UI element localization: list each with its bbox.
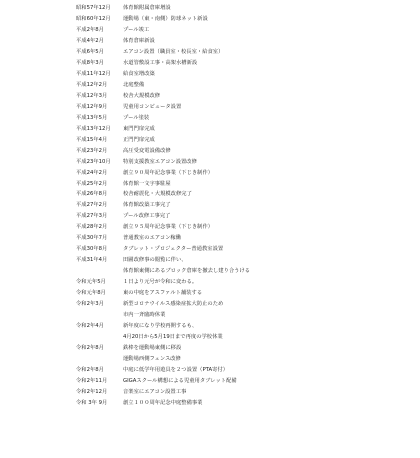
timeline-event: 高圧受変電設備改修 <box>123 147 171 154</box>
timeline-event: 市内一斉臨時休業 <box>123 312 166 319</box>
timeline-date: 令和2年11月 <box>76 377 108 384</box>
timeline-event: 鉄棒を運動場東側に移設 <box>123 345 182 352</box>
timeline-event: 運動場（東・南側）防球ネット新設 <box>123 15 208 22</box>
timeline-event: 創立９０周年記念事業（下じき制作） <box>123 169 214 176</box>
timeline-date: 平成13年5月 <box>76 114 108 121</box>
timeline-row <box>76 58 406 69</box>
timeline-date: 平成12年3月 <box>76 92 108 99</box>
timeline-row <box>76 376 406 387</box>
timeline-row <box>76 288 406 299</box>
timeline-date: 平成13年12月 <box>76 125 111 132</box>
timeline-date: 平成23年2月 <box>76 147 108 154</box>
timeline-date: 令和2年12月 <box>76 388 108 395</box>
timeline-row <box>76 135 406 146</box>
timeline-row <box>76 299 406 310</box>
timeline-event: 新年度になり学校再開するも、 <box>123 323 198 330</box>
timeline-row <box>76 354 406 365</box>
timeline-date: 令和2年4月 <box>76 323 104 330</box>
timeline-row <box>76 233 406 244</box>
timeline-row <box>76 211 406 222</box>
timeline-date: 平成27年2月 <box>76 202 108 209</box>
timeline-date: 平成12年2月 <box>76 81 108 88</box>
timeline-row <box>76 255 406 266</box>
timeline-date: 令和2年8月 <box>76 366 104 373</box>
timeline-date: 平成8年3月 <box>76 59 104 66</box>
timeline-row <box>76 47 406 58</box>
timeline-row <box>76 102 406 113</box>
timeline-date: 平成28年2月 <box>76 224 108 231</box>
timeline-event: 特別支援教室エアコン設置改修 <box>123 158 197 165</box>
timeline-date: 令和2年3月 <box>76 301 104 308</box>
timeline-event: 東門門扉完成 <box>123 125 155 132</box>
timeline-event: 水道管敷設工事・高架水槽新設 <box>123 59 198 66</box>
timeline-event: 校舎大規模改修 <box>123 92 161 99</box>
timeline-event: 体育館東側にあるブロック倉庫を撤去し建り合うける <box>123 268 251 275</box>
timeline-date: 令和元年8月 <box>76 290 106 297</box>
timeline-row <box>76 277 406 288</box>
timeline-row <box>76 189 406 200</box>
timeline-date: 令和2年8月 <box>76 345 104 352</box>
timeline-date: 平成15年4月 <box>76 136 108 143</box>
timeline-event: GIGAスクール構想による児童用タブレット配備 <box>123 377 237 384</box>
timeline-event: 体育館附属倉庫増設 <box>123 5 171 11</box>
timeline-row <box>76 168 406 179</box>
timeline-row <box>76 398 406 409</box>
timeline-date <box>76 266 123 277</box>
timeline-date <box>76 354 123 365</box>
timeline-date: 平成30年7月 <box>76 235 108 242</box>
timeline-event: 体育館改築工事完了 <box>123 202 171 209</box>
timeline-event: プール塗装 <box>123 114 150 121</box>
timeline-event: 正門門扉完成 <box>123 136 155 143</box>
timeline-row <box>76 3 406 14</box>
timeline-date: 令和 3年 9月 <box>76 399 108 406</box>
timeline-event: 新型コロナウイルス感染症拡大防止のため <box>123 301 224 308</box>
timeline-event: 給食室増改築 <box>123 70 155 77</box>
timeline-row <box>76 266 406 277</box>
timeline-event: 北庭整備 <box>123 81 145 88</box>
timeline-event: 運動場西側フェンス改修 <box>123 356 181 362</box>
timeline-date: 平成4年2月 <box>76 37 104 44</box>
timeline-event: プール竣工 <box>123 26 150 33</box>
timeline-date: 平成2年8月 <box>76 26 104 33</box>
timeline-date: 平成6年5月 <box>76 48 104 55</box>
timeline-row <box>76 343 406 354</box>
timeline-row <box>76 222 406 233</box>
timeline-event: 児童用コンピュータ設置 <box>123 103 182 110</box>
timeline-event: 音楽室にエアコン設置工事 <box>123 388 187 395</box>
timeline-date: 平成31年4月 <box>76 257 108 264</box>
timeline-row <box>76 321 406 332</box>
timeline-date: 平成25年2月 <box>76 180 108 187</box>
timeline-event: 創立１００周年記念中庭整備事業 <box>123 399 203 406</box>
timeline-date: 平成27年3月 <box>76 213 108 220</box>
timeline-event: エアコン設置（職員室・校長室・給食室） <box>123 48 224 55</box>
timeline-event: 校舎耐震化・大規模改修完了 <box>123 191 192 198</box>
timeline-event: 東の中庭をアスファルト舗装する <box>123 290 203 297</box>
history-timeline <box>76 3 406 409</box>
timeline-row <box>76 113 406 124</box>
timeline-date: 昭和60年12月 <box>76 15 111 22</box>
timeline-event: 普通教室のエアコン稼働 <box>123 235 182 242</box>
timeline-row <box>76 91 406 102</box>
timeline-date <box>76 310 123 321</box>
timeline-row <box>76 387 406 398</box>
timeline-date: 平成23年10月 <box>76 158 111 165</box>
timeline-row <box>76 179 406 190</box>
timeline-row <box>76 36 406 47</box>
timeline-event: 中庭に低学年用遊具を２つ設置（PTA寄付） <box>123 366 228 373</box>
timeline-event: タブレット・プロジェクター普通教室設置 <box>123 246 224 253</box>
timeline-row <box>76 25 406 36</box>
timeline-date: 令和元年5月 <box>76 279 106 286</box>
timeline-event: １日より元号が令和に変わる。 <box>123 279 198 286</box>
timeline-date: 昭和57年12月 <box>76 5 111 11</box>
timeline-event: 体育倉庫新設 <box>123 37 155 44</box>
timeline-row <box>76 310 406 321</box>
timeline-event: 4月20日から5月19日まで再度の学校休業 <box>123 334 223 341</box>
timeline-row <box>76 124 406 135</box>
timeline-row <box>76 244 406 255</box>
timeline-row <box>76 80 406 91</box>
timeline-row <box>76 14 406 25</box>
timeline-date: 平成11年12月 <box>76 70 111 77</box>
timeline-date <box>76 332 123 343</box>
timeline-row <box>76 200 406 211</box>
timeline-date: 平成30年8月 <box>76 246 108 253</box>
timeline-row <box>76 69 406 80</box>
timeline-event: 創立９５周年記念事業（下じき制作） <box>123 224 214 231</box>
timeline-date: 平成26年8月 <box>76 191 108 198</box>
timeline-event: 田圃改修事の閲覧に伴い、 <box>123 257 187 264</box>
timeline-row <box>76 332 406 343</box>
timeline-row <box>76 146 406 157</box>
timeline-date: 平成24年2月 <box>76 169 108 176</box>
timeline-row <box>76 157 406 168</box>
timeline-date: 平成12年9月 <box>76 103 108 110</box>
timeline-event: 体育館一文字事駐屋 <box>123 180 171 187</box>
timeline-row <box>76 365 406 376</box>
timeline-event: プール改修工事完了 <box>123 213 171 220</box>
